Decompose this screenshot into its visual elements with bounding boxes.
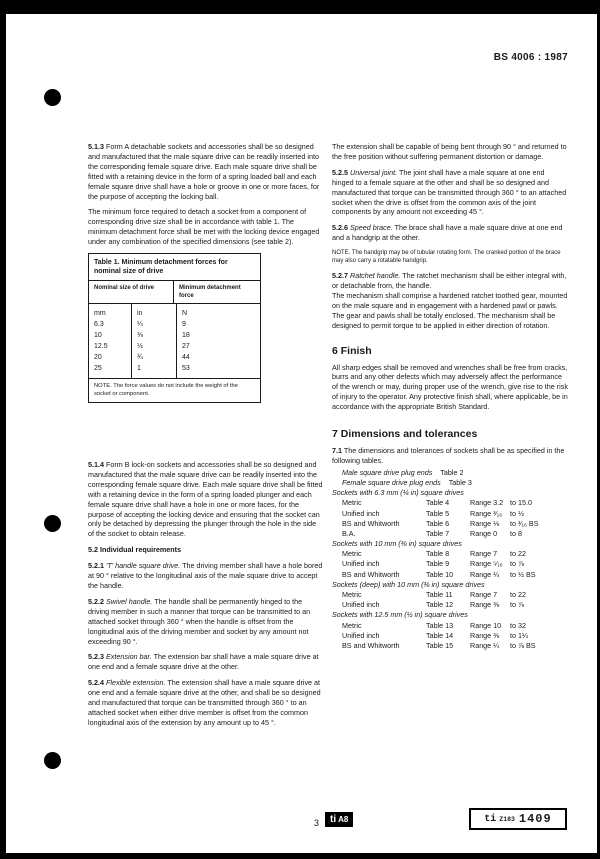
list-item: Unified inch Table 9 Range ⁵⁄₁₆ to ⅞ [342, 559, 524, 569]
clause-5-2-1: 5.2.1 'T' handle square drive. The driving member shall have a hole bored at 90 ° relative to the longitudinal axis of the male square drive to accept the handle. [88, 561, 323, 590]
clause-5-2-7-mechanism: The mechanism shall comprise a hardened ratchet toothed gear, mounted on the male square and in engagement with a hardened pawl or pawls. The gear and pawls shall be totally enclosed. The mechanism shall be designed to permit torque to be applied in either direction of rotation. [332, 290, 568, 330]
table-cell: 44 [182, 354, 190, 362]
table-1-body [89, 304, 260, 379]
table-cell: ⅜ [137, 332, 143, 340]
heading-7-dimensions: 7 Dimensions and tolerances [332, 428, 478, 441]
list-item: B.A. Table 7 Range 0 to 8 [342, 528, 522, 538]
list-item: Metric Table 11 Range 7 to 22 [342, 590, 526, 599]
clause-5-1-4: 5.1.4 Form B lock-on sockets and accessories shall be so designed and manufactured that the male square drive can be readily inserted into the corresponding female square drive. Each male square drive shall be fitted with a retaining device in the form of a spring loaded plunger and each female square drive shall have a hole in one or more faces, for the purpose of accepting the locking device and ensuring that the socket can only be detached by depressing the plunger through the hole in the side of the socket to obtain release. [88, 460, 323, 539]
standard-reference: BS 4006 : 1987 [493, 52, 568, 63]
heading-6-finish: 6 Finish [332, 344, 372, 357]
list-item: Metric Table 4 Range 3.2 to 15.0 [342, 498, 532, 508]
publisher-logo: ti A8 [325, 812, 353, 827]
page-number: 3 [314, 818, 320, 828]
clause-5-2-6: 5.2.6 Speed brace. The brace shall have a male square drive at one end and a handgrip at the other. [332, 223, 563, 243]
list-item: Metric Table 13 Range 10 to 32 [342, 620, 526, 630]
group-heading: Sockets with 6.3 mm (¼ in) square drives [332, 488, 464, 498]
table-cell: in [137, 310, 143, 318]
table-1-note: NOTE. The force values do not include the weight of the socket or component. [94, 383, 238, 397]
list-item: Unified inch Table 14 Range ⅜ to 1¼ [342, 630, 528, 640]
clause-5-2-2: 5.2.2 Swivel handle. The handle shall be permanently hinged to the driving member in such a manner that torque can be transmitted to an attached socket through 360 ° when the handle is offset from the longitudinal axis of the driving member and socket by any amount not exceeding 90 °. [88, 596, 311, 646]
table-cell: N [182, 310, 188, 318]
table-cell: 25 [94, 365, 102, 373]
left-lower [88, 460, 324, 734]
scan-border-top [0, 0, 600, 14]
document-stamp: ti Z183 1409 [469, 808, 567, 830]
list-item: Male square drive plug ends Table 2 [342, 467, 464, 477]
left-column [88, 142, 324, 727]
list-item: Unified inch Table 12 Range ⅜ to ⅞ [342, 600, 524, 610]
clause-7-1: 7.1 The dimensions and tolerances of sockets shall be as specified in the following tables. [332, 445, 565, 465]
table-cell: 53 [182, 365, 190, 373]
table-cell: 10 [94, 332, 102, 340]
list-item: Metric Table 8 Range 7 to 22 [342, 549, 526, 559]
table-1-title: Table 1. Minimum detachment forces for nominal size of drive [89, 254, 260, 281]
table-cell: ½ [137, 343, 143, 351]
binder-hole-icon [44, 89, 61, 106]
table-cell: 12.5 [94, 343, 108, 351]
heading-5-2: 5.2 Individual requirements [88, 545, 182, 555]
list-item: Unified inch Table 5 Range ³⁄₁₆ to ½ [342, 508, 524, 518]
table-1-in-column [132, 304, 177, 378]
group-heading: Sockets with 12.5 mm (½ in) square drives [332, 610, 468, 620]
clause-5-1-3: 5.1.3 Form A detachable sockets and accessories shall be so designed and manufactured that the male square drive can be readily inserted into the corresponding female square drive. Each male square drive shall be fitted with a retaining device in the form of a spring loaded ball and each female square drive shall have a hole or groove in one or more faces, for the purpose of accepting the locking ball. [88, 142, 320, 201]
table-1 [88, 253, 261, 403]
table-cell: 9 [182, 321, 186, 329]
socket-table-list [332, 468, 568, 651]
table-cell: 27 [182, 343, 190, 351]
table-cell: mm [94, 310, 106, 318]
scan-border-left [0, 0, 6, 859]
list-item: BS and Whitworth Table 6 Range ⅛ to ³⁄₁₆ BS [342, 518, 539, 528]
table-1-mm-column [89, 304, 132, 378]
binder-hole-icon [44, 752, 61, 769]
clause-6: All sharp edges shall be removed and wrenches shall be free from cracks, burrs and any other defects which may adversely affect the performance of the wrench or may, during proper use of the wrench, give rise to the risk of injury to the operator. Any protective finish shall, where applicable, be in accordance with the appropriate British Standard. [332, 362, 568, 412]
table-1-force-column [177, 304, 247, 378]
table-1-header [89, 281, 260, 304]
clause-5-2-4-continued: The extension shall be capable of being bent through 90 ° and returned to the free position without suffering permanent distortion or damage. [332, 142, 567, 161]
table-1-col-force: Minimum detachment force [179, 285, 241, 300]
clause-5-2-3: 5.2.3 Extension bar. The extension bar shall have a male square drive at one end and a female square drive at the other. [88, 652, 319, 672]
group-heading: Sockets (deep) with 10 mm (⅜ in) square drives [332, 579, 485, 589]
table-cell: 1 [137, 365, 141, 373]
clause-5-2-7: 5.2.7 Ratchet handle. The ratchet mechanism shall be either integral with, or detachable from, the handle. [332, 271, 567, 291]
clause-5-2-4: 5.2.4 Flexible extension. The extension shall have a male square drive at one end and a female square drive at the other, and shall be so designed and manufactured that torque can be transmitted through 360 ° to an attached socket when either drive member is offset from the common longitudinal axis of the extension by any amount up to 45 °. [88, 678, 321, 727]
list-item: Female square drive plug ends Table 3 [342, 477, 472, 487]
group-heading: Sockets with 10 mm (⅜ in) square drives [332, 539, 462, 549]
binder-hole-icon [44, 515, 61, 532]
table-cell: ¾ [137, 354, 143, 362]
list-item: BS and Whitworth Table 10 Range ¼ to ½ BS [342, 569, 536, 579]
right-column [332, 142, 568, 651]
scan-border-bottom [0, 853, 600, 859]
table-1-col-size: Nominal size of drive [89, 281, 174, 303]
clause-5-1-3-detachment: The minimum force required to detach a socket from a component of corresponding drive size shall be in accordance with table 1. The minimum detachment force shall be met with the locking device engaged under any combination of the specified dimensions (see table 2). [88, 207, 320, 247]
table-cell: 6.3 [94, 321, 104, 329]
clause-5-2-5: 5.2.5 Universal joint. The joint shall have a male square at one end hinged to a female square at the other and shall be so designed and manufactured that torque can be transmitted through 360 ° to an attached socket when the drive is offset from the common axis of the joint components by any amount not exceeding 45 °. [332, 167, 567, 217]
table-cell: 20 [94, 354, 102, 362]
table-cell: 18 [182, 332, 190, 340]
list-item: BS and Whitworth Table 15 Range ¼ to ⅞ BS [342, 640, 536, 650]
table-cell: ¼ [137, 321, 143, 329]
note-5-2-6: NOTE. The handgrip may be of tubular rotating form. The cranked portion of the brace may also carry a rotatable handgrip. [332, 250, 561, 265]
